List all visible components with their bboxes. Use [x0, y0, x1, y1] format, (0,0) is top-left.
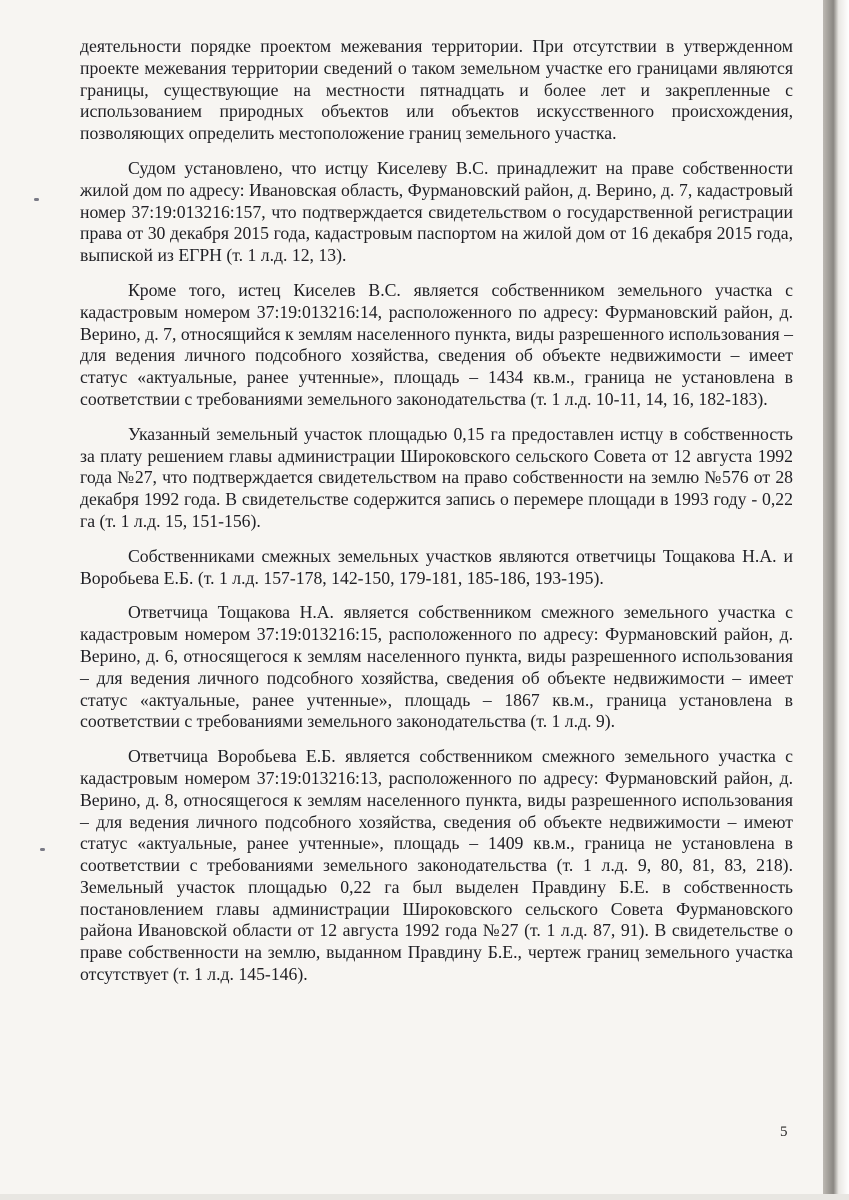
margin-mark	[34, 198, 39, 201]
paragraph-6: Ответчица Тощакова Н.А. является собственником смежного земельного участка с кадастровым номером 37:19:013216:15, расположенного по адресу: Фурмановский район, д. Верино, д. 6, относящегося к землям населенного пункта, виды разрешенного использования – для ведения личного подсобного хозяйства, сведения об объекте недвижимости – имеет статус «актуальные, ранее учтенные», площадь – 1867 кв.м., граница установлена в соответствии с требованиями земельного законодательства (т. 1 л.д. 9).	[80, 602, 793, 732]
paragraph-1: деятельности порядке проектом межевания территории. При отсутствии в утвержденном проекте межевания территории сведений о таком земельном участке его границами являются границы, существующие на местности пятнадцать и более лет и закрепленные с использованием природных объектов или объектов искусственного происхождения, позволяющих определить местоположение границ земельного участка.	[80, 36, 793, 144]
paragraph-3: Кроме того, истец Киселев В.С. является собственником земельного участка с кадастровым номером 37:19:013216:14, расположенного по адресу: Фурмановский район, д. Верино, д. 7, относящийся к землям населенного пункта, виды разрешенного использования – для ведения личного подсобного хозяйства, сведения об объекте недвижимости – имеет статус «актуальные, ранее учтенные», площадь – 1434 кв.м., граница не установлена в соответствии с требованиями земельного законодательства (т. 1 л.д. 10-11, 14, 16, 182-183).	[80, 279, 793, 409]
paragraph-5: Собственниками смежных земельных участков являются ответчицы Тощакова Н.А. и Воробьева Е.Б. (т. 1 л.д. 157-178, 142-150, 179-181, 185-186, 193-195).	[80, 545, 793, 588]
page-edge-shadow	[823, 0, 849, 1200]
document-body	[80, 36, 793, 986]
paragraph-4: Указанный земельный участок площадью 0,15 га предоставлен истцу в собственность за плату решением главы администрации Широковского сельского Совета от 12 августа 1992 года №27, что подтверждается свидетельством на право собственности на землю №576 от 28 декабря 1992 года. В свидетельстве содержится запись о перемере площади в 1993 году - 0,22 га (т. 1 л.д. 15, 151-156).	[80, 423, 793, 531]
margin-mark	[40, 848, 45, 851]
page-bottom-edge	[0, 1194, 849, 1200]
paragraph-2: Судом установлено, что истцу Киселеву В.С. принадлежит на праве собственности жилой дом по адресу: Ивановская область, Фурмановский район, д. Верино, д. 7, кадастровый номер 37:19:013216:157, что подтверждается свидетельством о государственной регистрации права от 30 декабря 2015 года, кадастровым паспортом на жилой дом от 16 декабря 2015 года, выпиской из ЕГРН (т. 1 л.д. 12, 13).	[80, 157, 793, 266]
page-number: 5	[780, 1124, 788, 1140]
paragraph-7: Ответчица Воробьева Е.Б. является собственником смежного земельного участка с кадастровым номером 37:19:013216:13, расположенного по адресу: Фурмановский район, д. Верино, д. 8, относящегося к землям населенного пункта, виды разрешенного использования – для ведения личного подсобного хозяйства, сведения об объекте недвижимости – имеют статус «актуальные, ранее учтенные», площадь – 1409 кв.м., граница не установлена в соответствии с требованиями земельного законодательства (т. 1 л.д. 9, 80, 81, 83, 218). Земельный участок площадью 0,22 га был выделен Правдину Б.Е. в собственность постановлением главы администрации Широковского сельского Совета Фурмановского района Ивановской области от 12 августа 1992 года №27 (т. 1 л.д. 87, 91). В свидетельстве о праве собственности на землю, выданном Правдину Б.Е., чертеж границ земельного участка отсутствует (т. 1 л.д. 145-146).	[80, 746, 793, 985]
